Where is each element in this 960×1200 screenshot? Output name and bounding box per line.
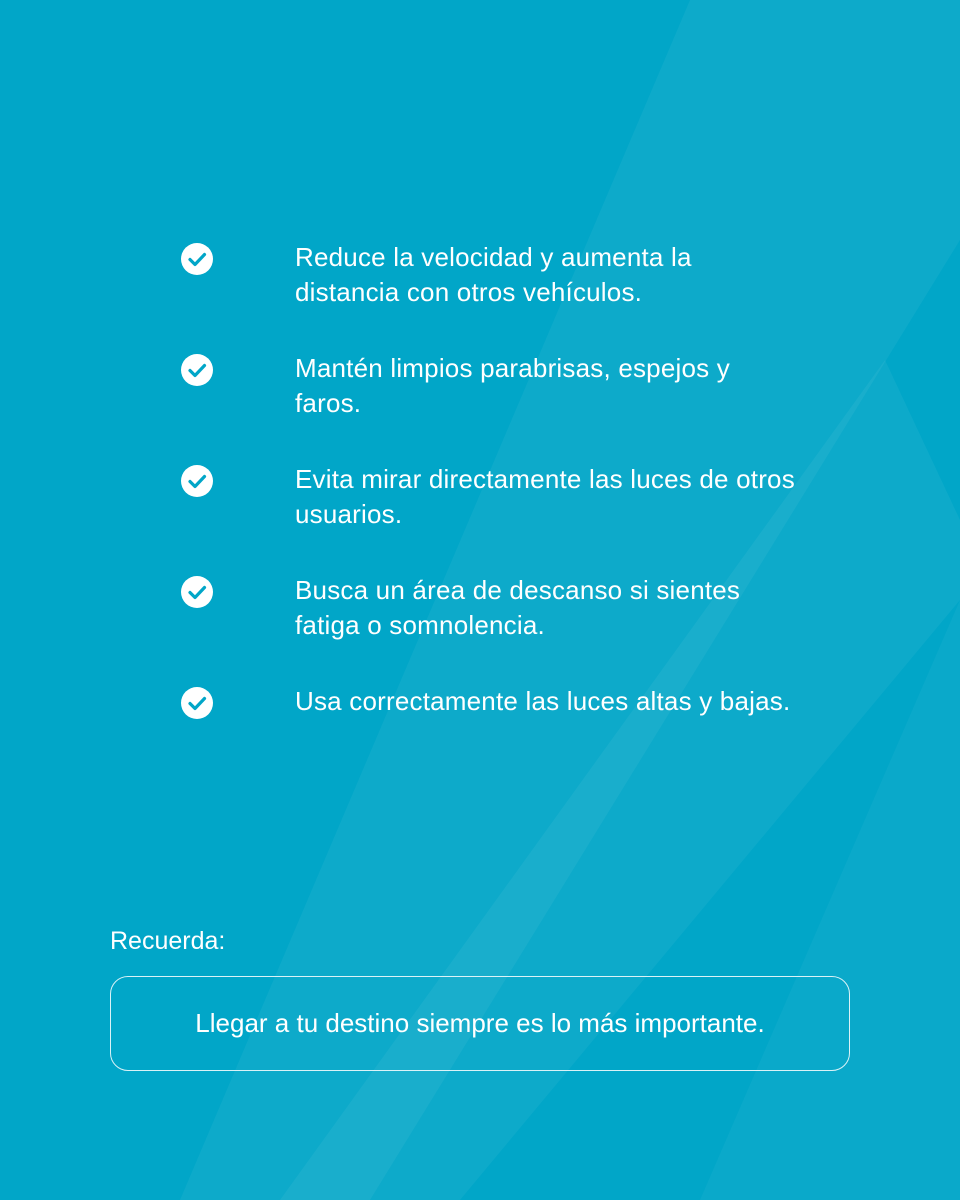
check-circle-icon [180, 464, 214, 498]
tip-text: Usa correctamente las luces altas y bajas. [295, 686, 791, 716]
reminder-label: Recuerda: [110, 927, 226, 955]
check-circle-icon [180, 575, 214, 609]
tip-text: Reduce la velocidad y aumenta la distancia con otros vehículos. [295, 242, 692, 307]
reminder-box [110, 976, 850, 1071]
check-circle-icon [180, 353, 214, 387]
tips-list [180, 240, 820, 795]
check-circle-icon [180, 686, 214, 720]
tip-item [180, 462, 820, 573]
tip-item [180, 240, 820, 351]
reminder-message: Llegar a tu destino siempre es lo más importante. [195, 1008, 765, 1038]
tip-text: Evita mirar directamente las luces de otros usuarios. [295, 464, 795, 529]
tip-text: Busca un área de descanso si sientes fatiga o somnolencia. [295, 575, 741, 640]
tip-item [180, 684, 820, 795]
tip-item [180, 351, 820, 462]
tip-text: Mantén limpios parabrisas, espejos y faros. [295, 353, 730, 418]
tip-item [180, 573, 820, 684]
check-circle-icon [180, 242, 214, 276]
